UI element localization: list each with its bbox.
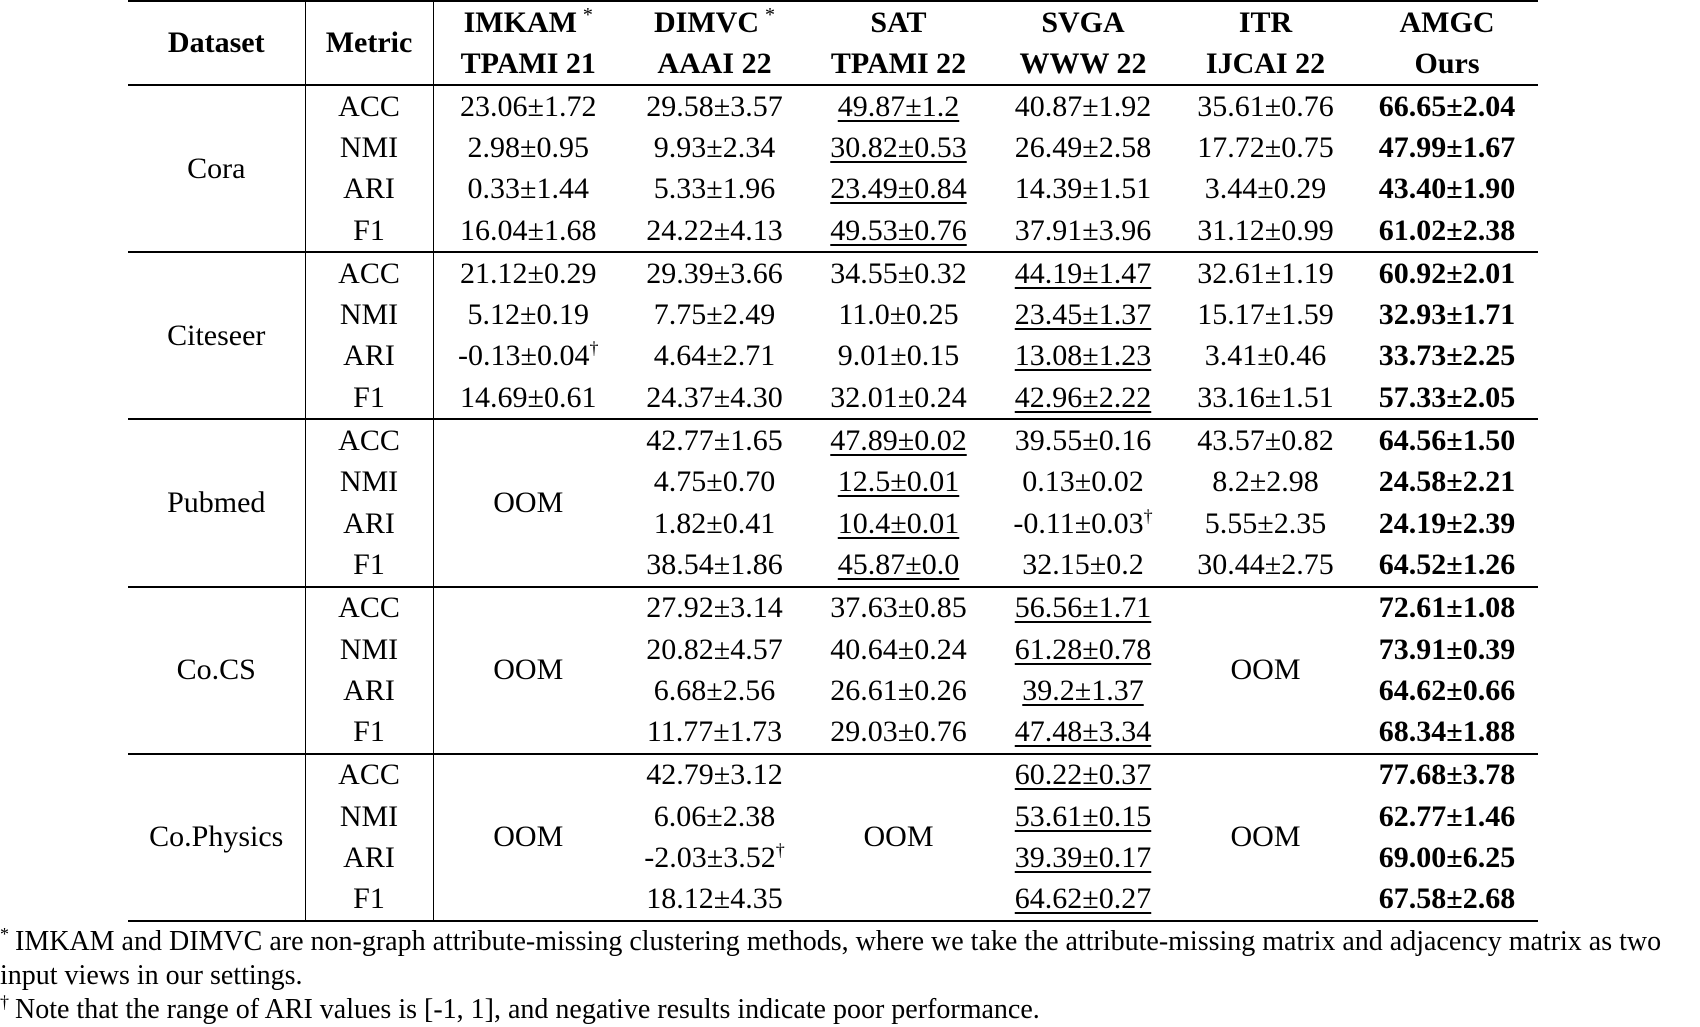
footnote-mark: *	[765, 3, 775, 26]
cell-value: 29.39±3.66	[646, 256, 783, 290]
value-cell	[806, 629, 991, 670]
cell-value: 64.56±1.50	[1378, 424, 1516, 458]
value-cell	[806, 670, 991, 711]
footnote-dagger	[0, 993, 1700, 1027]
value-cell	[623, 544, 806, 586]
best-value-cell	[1356, 754, 1538, 796]
dataset-cell: Co.CS	[128, 587, 305, 754]
table-row	[128, 294, 1538, 335]
second-best-value-cell	[806, 544, 991, 586]
best-value-cell	[1356, 462, 1538, 503]
table-row	[128, 336, 1538, 377]
best-value-cell	[1356, 587, 1538, 629]
cell-value: 31.12±0.99	[1197, 213, 1334, 247]
metric-cell: F1	[305, 711, 433, 753]
dagger-mark: †	[589, 338, 599, 359]
value-cell	[991, 503, 1175, 544]
metric-cell: ARI	[305, 336, 433, 377]
metric-cell: ACC	[305, 419, 433, 461]
value-cell	[1175, 544, 1356, 586]
second-best-value-cell	[991, 837, 1175, 878]
value-cell	[623, 169, 806, 210]
cell-value: 39.39±0.17	[1014, 840, 1152, 874]
cell-value: 61.02±2.38	[1378, 213, 1516, 247]
table-row	[128, 462, 1538, 503]
cell-value: 57.33±2.05	[1378, 380, 1516, 414]
table-row	[128, 587, 1538, 629]
cell-value: 11.0±0.25	[838, 298, 959, 332]
metric-cell: ARI	[305, 169, 433, 210]
value-cell	[1175, 210, 1356, 252]
cell-value: 8.2±2.98	[1212, 465, 1319, 499]
oom-cell: OOM	[1230, 820, 1301, 854]
cell-value: 42.77±1.65	[646, 424, 783, 458]
value-cell	[433, 336, 623, 377]
metric-cell: ARI	[305, 503, 433, 544]
second-best-value-cell	[991, 336, 1175, 377]
value-cell	[1175, 336, 1356, 377]
cell-value: 64.62±0.66	[1378, 673, 1516, 707]
cell-value: 27.92±3.14	[646, 591, 783, 625]
cell-value: 39.2±1.37	[1022, 673, 1144, 707]
cell-value: 24.22±4.13	[646, 213, 783, 247]
value-cell	[1175, 85, 1356, 127]
value-cell	[623, 336, 806, 377]
best-value-cell	[1356, 85, 1538, 127]
cell-value: 64.52±1.26	[1378, 547, 1516, 581]
cell-value: 60.92±2.01	[1378, 256, 1516, 290]
value-cell	[991, 210, 1175, 252]
value-cell	[433, 294, 623, 335]
table-row	[128, 210, 1538, 252]
cell-value: 62.77±1.46	[1378, 799, 1516, 833]
best-value-cell	[1356, 544, 1538, 586]
value-cell	[806, 252, 991, 294]
results-body	[128, 85, 1538, 921]
cell-value: 47.89±0.02	[830, 424, 967, 458]
dataset-cell: Co.Physics	[128, 754, 305, 921]
cell-value: 29.03±0.76	[830, 715, 967, 749]
cell-value: 4.64±2.71	[653, 339, 776, 373]
cell-value: 14.69±0.61	[460, 380, 597, 414]
value-cell	[1175, 294, 1356, 335]
value-cell	[1175, 503, 1356, 544]
value-cell	[623, 127, 806, 168]
cell-value: 12.5±0.01	[837, 465, 960, 499]
cell-value: 32.93±1.71	[1378, 298, 1516, 332]
cell-value: 10.4±0.01	[837, 506, 960, 540]
cell-value: 0.33±1.44	[467, 172, 589, 206]
method-name-svga: SVGA	[991, 1, 1175, 43]
cell-value: 30.82±0.53	[830, 130, 967, 164]
cell-value: 9.01±0.15	[837, 339, 960, 373]
cell-value: 72.61±1.08	[1378, 591, 1516, 625]
cell-value: 43.57±0.82	[1197, 424, 1334, 458]
metric-cell: F1	[305, 210, 433, 252]
cell-value: 47.48±3.34	[1014, 715, 1152, 749]
value-cell	[623, 670, 806, 711]
cell-value: 26.61±0.26	[830, 673, 967, 707]
metric-cell: F1	[305, 377, 433, 419]
cell-value: 43.40±1.90	[1378, 172, 1516, 206]
oom-cell: OOM	[493, 820, 564, 854]
table-row	[128, 754, 1538, 796]
cell-value: 2.98±0.95	[467, 130, 589, 164]
metric-cell: F1	[305, 544, 433, 586]
cell-value: 11.77±1.73	[646, 715, 783, 749]
second-best-value-cell	[806, 85, 991, 127]
table-row	[128, 127, 1538, 168]
cell-value: 18.12±4.35	[646, 882, 783, 916]
method-venue-svga: WWW 22	[1019, 46, 1147, 80]
second-best-value-cell	[991, 252, 1175, 294]
best-value-cell	[1356, 210, 1538, 252]
second-best-value-cell	[991, 294, 1175, 335]
cell-value: 67.58±2.68	[1378, 882, 1516, 916]
cell-value: 44.19±1.47	[1014, 256, 1152, 290]
dagger-mark: †	[775, 839, 785, 860]
second-best-value-cell	[991, 879, 1175, 921]
value-cell	[623, 85, 806, 127]
cell-value: 38.54±1.86	[646, 547, 783, 581]
cell-value: 20.82±4.57	[646, 632, 783, 666]
cell-value: 29.58±3.57	[646, 89, 783, 123]
metric-cell: F1	[305, 879, 433, 921]
cell-value: -0.13±0.04	[458, 339, 590, 373]
cell-value: 47.99±1.67	[1378, 130, 1516, 164]
value-cell	[433, 127, 623, 168]
value-cell	[1175, 127, 1356, 168]
cell-value: 49.87±1.2	[837, 89, 960, 123]
cell-value: 64.62±0.27	[1014, 882, 1152, 916]
cell-value: 1.82±0.41	[653, 506, 776, 540]
method-name-itr: ITR	[1175, 1, 1356, 43]
cell-value: 5.55±2.35	[1204, 506, 1327, 540]
cell-value: 32.61±1.19	[1197, 256, 1334, 290]
value-cell	[1175, 419, 1356, 461]
second-best-value-cell	[991, 796, 1175, 837]
table-row	[128, 85, 1538, 127]
second-best-value-cell	[806, 169, 991, 210]
metric-cell: NMI	[305, 462, 433, 503]
cell-value: 56.56±1.71	[1014, 591, 1152, 625]
value-cell	[623, 462, 806, 503]
value-cell	[433, 210, 623, 252]
metric-cell: ACC	[305, 85, 433, 127]
footnote-text: IMKAM and DIMVC are non-graph attribute-missing clustering methods, where we take the attribute-missing matrix and adjacency matrix as two input views in our settings.	[0, 926, 1662, 991]
second-best-value-cell	[991, 377, 1175, 419]
header-metric: Metric	[305, 1, 433, 85]
best-value-cell	[1356, 629, 1538, 670]
footnote-mark: †	[0, 991, 9, 1012]
value-cell	[623, 711, 806, 753]
footnote-mark: *	[0, 923, 9, 944]
value-cell	[991, 419, 1175, 461]
second-best-value-cell	[806, 419, 991, 461]
value-cell	[623, 629, 806, 670]
cell-value: 16.04±1.68	[460, 213, 597, 247]
cell-value: 35.61±0.76	[1197, 89, 1334, 123]
value-cell	[1175, 462, 1356, 503]
cell-value: -2.03±3.52	[644, 840, 776, 874]
second-best-value-cell	[806, 210, 991, 252]
oom-cell: OOM	[493, 653, 564, 687]
table-row	[128, 169, 1538, 210]
cell-value: 23.49±0.84	[830, 172, 967, 206]
metric-cell: NMI	[305, 796, 433, 837]
cell-value: 4.75±0.70	[653, 465, 776, 499]
cell-value: 42.96±2.22	[1014, 380, 1152, 414]
cell-value: 23.06±1.72	[460, 89, 597, 123]
second-best-value-cell	[806, 462, 991, 503]
best-value-cell	[1356, 294, 1538, 335]
value-cell	[433, 85, 623, 127]
cell-value: 33.16±1.51	[1197, 380, 1334, 414]
table-row	[128, 252, 1538, 294]
cell-value: 61.28±0.78	[1014, 632, 1152, 666]
metric-cell: ACC	[305, 252, 433, 294]
best-value-cell	[1356, 879, 1538, 921]
second-best-value-cell	[806, 127, 991, 168]
cell-value: 40.87±1.92	[1014, 89, 1152, 123]
value-cell	[806, 711, 991, 753]
method-venue-sat: TPAMI 22	[830, 46, 967, 80]
value-cell	[991, 85, 1175, 127]
cell-value: 0.13±0.02	[1022, 465, 1144, 499]
metric-cell: ACC	[305, 754, 433, 796]
value-cell	[623, 377, 806, 419]
cell-value: 17.72±0.75	[1197, 130, 1334, 164]
value-cell	[623, 879, 806, 921]
cell-value: 45.87±0.0	[837, 547, 960, 581]
method-name-dimvc: DIMVC *	[623, 1, 806, 43]
value-cell	[623, 503, 806, 544]
table-row	[128, 419, 1538, 461]
cell-value: 77.68±3.78	[1378, 758, 1516, 792]
value-cell	[806, 294, 991, 335]
second-best-value-cell	[991, 754, 1175, 796]
cell-value: 32.01±0.24	[830, 380, 967, 414]
value-cell	[623, 252, 806, 294]
best-value-cell	[1356, 169, 1538, 210]
cell-value: 69.00±6.25	[1378, 840, 1516, 874]
value-cell	[433, 377, 623, 419]
oom-cell: OOM	[1230, 653, 1301, 687]
best-value-cell	[1356, 837, 1538, 878]
value-cell	[806, 377, 991, 419]
second-best-value-cell	[991, 587, 1175, 629]
cell-value: 39.55±0.16	[1014, 424, 1152, 458]
cell-value: -0.11±0.03	[1013, 506, 1144, 540]
second-best-value-cell	[991, 670, 1175, 711]
cell-value: 37.91±3.96	[1014, 213, 1152, 247]
best-value-cell	[1356, 336, 1538, 377]
cell-value: 53.61±0.15	[1014, 799, 1152, 833]
value-cell	[991, 462, 1175, 503]
second-best-value-cell	[806, 503, 991, 544]
best-value-cell	[1356, 127, 1538, 168]
cell-value: 3.41±0.46	[1204, 339, 1327, 373]
metric-cell: NMI	[305, 127, 433, 168]
cell-value: 33.73±2.25	[1378, 339, 1516, 373]
best-value-cell	[1356, 796, 1538, 837]
method-venue-imkam: TPAMI 21	[460, 46, 596, 80]
value-cell	[433, 252, 623, 294]
dagger-mark: †	[1143, 505, 1153, 526]
cell-value: 40.64±0.24	[830, 632, 967, 666]
cell-value: 60.22±0.37	[1014, 758, 1152, 792]
second-best-value-cell	[991, 711, 1175, 753]
method-name-amgc: AMGC	[1356, 1, 1538, 43]
cell-value: 30.44±2.75	[1197, 547, 1334, 581]
cell-value: 73.91±0.39	[1378, 632, 1516, 666]
method-venue-itr: IJCAI 22	[1205, 46, 1326, 80]
cell-value: 24.37±4.30	[646, 380, 783, 414]
value-cell	[623, 210, 806, 252]
best-value-cell	[1356, 419, 1538, 461]
dataset-cell: Pubmed	[128, 419, 305, 586]
cell-value: 21.12±0.29	[460, 256, 597, 290]
metric-cell: NMI	[305, 294, 433, 335]
value-cell	[623, 419, 806, 461]
results-table-wrapper	[128, 0, 1538, 922]
cell-value: 6.06±2.38	[653, 799, 776, 833]
oom-cell: OOM	[863, 820, 934, 854]
cell-value: 24.19±2.39	[1378, 506, 1516, 540]
value-cell	[991, 127, 1175, 168]
cell-value: 7.75±2.49	[653, 298, 776, 332]
method-name-sat: SAT	[806, 1, 991, 43]
value-cell	[623, 294, 806, 335]
best-value-cell	[1356, 670, 1538, 711]
metric-cell: NMI	[305, 629, 433, 670]
cell-value: 3.44±0.29	[1204, 172, 1327, 206]
best-value-cell	[1356, 503, 1538, 544]
value-cell	[623, 796, 806, 837]
metric-cell: ACC	[305, 587, 433, 629]
metric-cell: ARI	[305, 837, 433, 878]
cell-value: 34.55±0.32	[830, 256, 967, 290]
footnote-mark: *	[582, 3, 593, 26]
value-cell	[991, 169, 1175, 210]
footnote-star	[0, 925, 1700, 993]
cell-value: 5.33±1.96	[653, 172, 776, 206]
cell-value: 66.65±2.04	[1378, 89, 1516, 123]
value-cell	[1175, 252, 1356, 294]
cell-value: 23.45±1.37	[1014, 298, 1152, 332]
method-venue-dimvc: AAAI 22	[657, 46, 772, 80]
table-row	[128, 544, 1538, 586]
cell-value: 9.93±2.34	[653, 130, 776, 164]
value-cell	[1175, 377, 1356, 419]
value-cell	[806, 336, 991, 377]
best-value-cell	[1356, 711, 1538, 753]
cell-value: 24.58±2.21	[1378, 465, 1516, 499]
best-value-cell	[1356, 252, 1538, 294]
value-cell	[991, 544, 1175, 586]
value-cell	[623, 754, 806, 796]
header-dataset: Dataset	[128, 1, 305, 85]
value-cell	[623, 837, 806, 878]
oom-cell: OOM	[493, 485, 564, 519]
metric-cell: ARI	[305, 670, 433, 711]
value-cell	[433, 169, 623, 210]
cell-value: 68.34±1.88	[1378, 715, 1516, 749]
cell-value: 42.79±3.12	[646, 758, 783, 792]
cell-value: 37.63±0.85	[830, 591, 967, 625]
value-cell	[1175, 169, 1356, 210]
dataset-cell: Citeseer	[128, 252, 305, 419]
method-venue-amgc: Ours	[1414, 46, 1480, 80]
value-cell	[806, 587, 991, 629]
method-name-imkam: IMKAM *	[433, 1, 623, 43]
cell-value: 32.15±0.2	[1022, 547, 1144, 581]
cell-value: 13.08±1.23	[1014, 339, 1152, 373]
cell-value: 14.39±1.51	[1014, 172, 1152, 206]
cell-value: 6.68±2.56	[653, 673, 776, 707]
results-table	[128, 0, 1538, 922]
cell-value: 49.53±0.76	[830, 213, 967, 247]
footnote-text: Note that the range of ARI values is [-1, 1], and negative results indicate poor performance.	[15, 994, 1040, 1025]
value-cell	[623, 587, 806, 629]
dataset-cell: Cora	[128, 85, 305, 252]
cell-value: 15.17±1.59	[1197, 298, 1334, 332]
cell-value: 26.49±2.58	[1014, 130, 1152, 164]
best-value-cell	[1356, 377, 1538, 419]
cell-value: 5.12±0.19	[467, 298, 589, 332]
table-row	[128, 377, 1538, 419]
table-row	[128, 503, 1538, 544]
footnotes	[0, 925, 1700, 1027]
second-best-value-cell	[991, 629, 1175, 670]
